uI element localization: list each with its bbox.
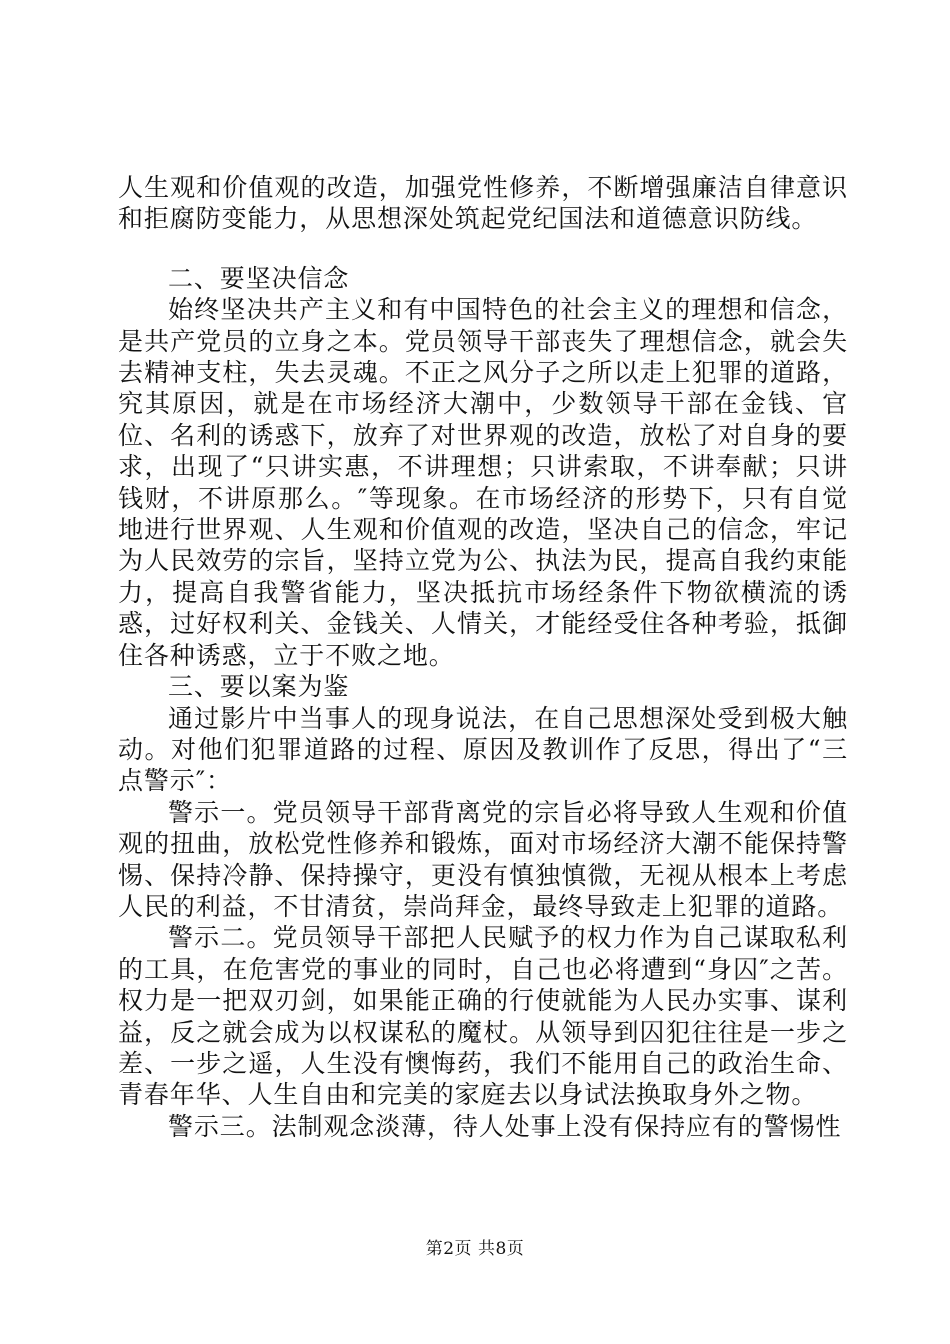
document-body [118,172,848,1142]
paragraph-faith: 始终坚决共产主义和有中国特色的社会主义的理想和信念，是共产党员的立身之本。党员领导干部丧失了理想信念，就会失去精神支柱，失去灵魂。不正之风分子之所以走上犯罪的道路，究其原因，就是在市场经济大潮中，少数领导干部在金钱、官位、名利的诱惑下，放弃了对世界观的改造，放松了对自身的要求，出现了“只讲实惠，不讲理想；只讲索取，不讲奉献；只讲钱财，不讲原那么。″等现象。在市场经济的形势下，只有自觉地进行世界观、人生观和价值观的改造，坚决自己的信念，牢记为人民效劳的宗旨，坚持立党为公、执法为民，提高自我约束能力，提高自我警省能力，坚决抵抗市场经条件下物欲横流的诱惑，过好权利关、金钱关、人情关，才能经受住各种考验，抵御住各种诱惑，立于不败之地。 [118,295,848,670]
section-heading-2: 二、要坚决信念 [168,263,350,293]
paragraph-warning-1: 警示一。党员领导干部背离党的宗旨必将导致人生观和价值观的扭曲，放松党性修养和锻炼，面对市场经济大潮不能保持警惕、保持冷静、保持操守，更没有慎独慎微，无视从根本上考虑人民的利益，不甘清贫，崇尚拜金，最终导致走上犯罪的道路。 [118,797,848,921]
paragraph-case-reflection: 通过影片中当事人的现身说法，在自己思想深处受到极大触动。对他们犯罪道路的过程、原因及教训作了反思，得出了“三点警示″： [118,703,848,796]
paragraph-continuation: 人生观和价值观的改造，加强党性修养，不断增强廉洁自律意识和拒腐防变能力，从思想深处筑起党纪国法和道德意识防线。 [118,173,848,234]
page-number-footer: 第2页 共8页 [425,1239,525,1259]
paragraph-warning-3: 警示三。法制观念淡薄，待人处事上没有保持应有的警惕性 [168,1111,842,1141]
paragraph-warning-2: 警示二。党员领导干部把人民赋予的权力作为自己谋取私利的工具，在危害党的事业的同时，自己也必将遭到“身囚″之苦。权力是一把双刃剑，如果能正确的行使就能为人民办实事、谋利益，反之就会成为以权谋私的魔杖。从领导到囚犯往往是一步之差、一步之遥，人生没有懊悔药，我们不能用自己的政治生命、青春年华、人生自由和完美的家庭去以身试法换取身外之物。 [118,923,848,1110]
section-heading-3: 三、要以案为鉴 [168,672,350,702]
